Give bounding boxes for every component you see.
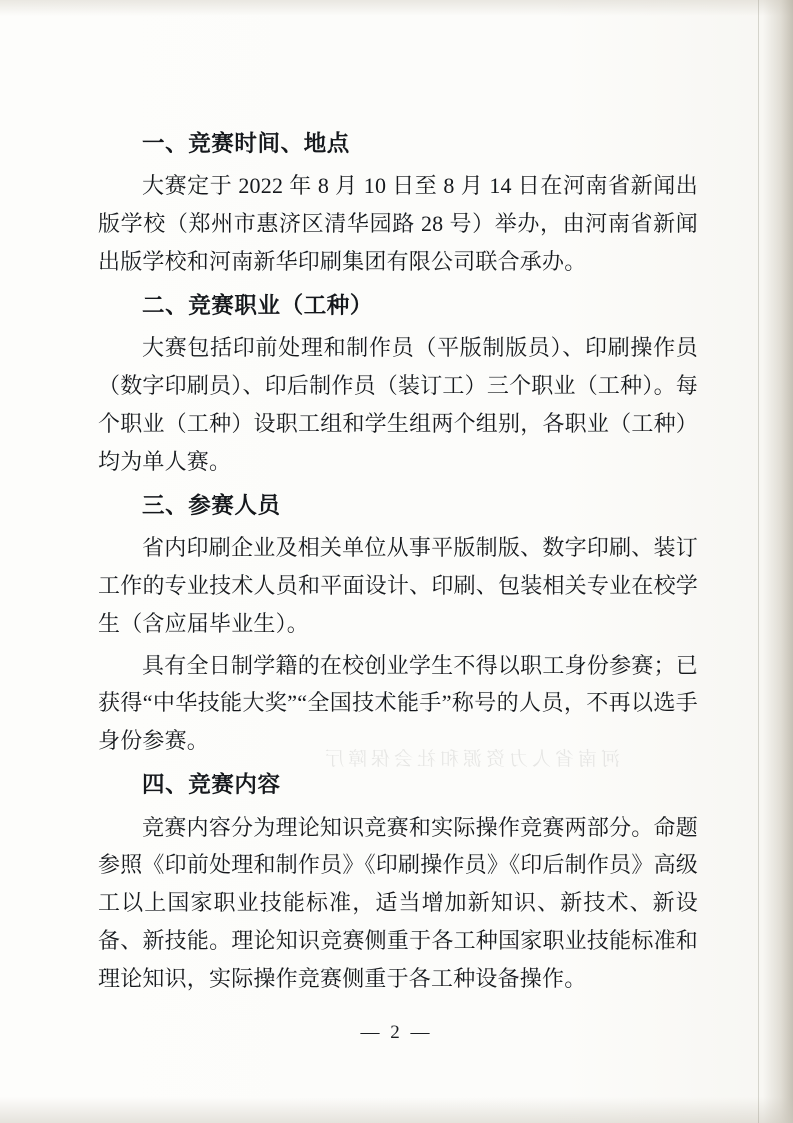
scan-edge-bottom: [0, 1097, 793, 1123]
page-footer: [0, 1022, 793, 1044]
section-competition-content: [98, 767, 698, 998]
section-paragraph: 省内印刷企业及相关单位从事平版制版、数字印刷、装订工作的专业技术人员和平面设计、印刷、包装相关专业在校学生（含应届毕业生）。: [98, 535, 698, 636]
section-heading: 三、参赛人员: [142, 492, 281, 519]
document-body: [98, 126, 698, 1002]
page-fold-line: [758, 0, 759, 1123]
section-paragraph: 大赛定于 2022 年 8 月 10 日至 8 月 14 日在河南省新闻出版学校（郑州市惠济区清华园路 28 号）举办，由河南省新闻出版学校和河南新华印刷集团有限公司联合承办。: [98, 173, 698, 275]
section-participants: [98, 488, 698, 760]
section-heading: 二、竞赛职业（工种）: [142, 292, 374, 319]
section-heading: 四、竞赛内容: [142, 772, 281, 799]
section-competition-occupations: [98, 288, 698, 481]
scan-edge-right: [763, 0, 793, 1123]
section-heading: 一、竞赛时间、地点: [142, 131, 350, 157]
section-competition-time-place: [98, 126, 698, 281]
section-paragraph: 大赛包括印前处理和制作员（平版制版员）、印刷操作员（数字印刷员）、印后制作员（装订工）三个职业（工种）。每个职业（工种）设职工组和学生组两个组别，各职业（工种）均为单人赛。: [98, 335, 698, 474]
reverse-side-showthrough: 河南省人力资源和社会保障厅: [320, 749, 620, 770]
page-number: — 2 —: [360, 1022, 433, 1043]
section-paragraph: 具有全日制学籍的在校创业学生不得以职工身份参赛；已获得“中华技能大奖”“全国技术能手”称号的人员，不再以选手身份参赛。: [98, 652, 698, 754]
section-paragraph: 竞赛内容分为理论知识竞赛和实际操作竞赛两部分。命题参照《印前处理和制作员》《印刷操作员》《印后制作员》高级工以上国家职业技能标准，适当增加新知识、新技术、新设备、新技能。理论知识竞赛侧重于各工种国家职业技能标准和理论知识，实际操作竞赛侧重于各工种设备操作。: [98, 814, 698, 991]
scan-edge-top: [0, 0, 793, 16]
